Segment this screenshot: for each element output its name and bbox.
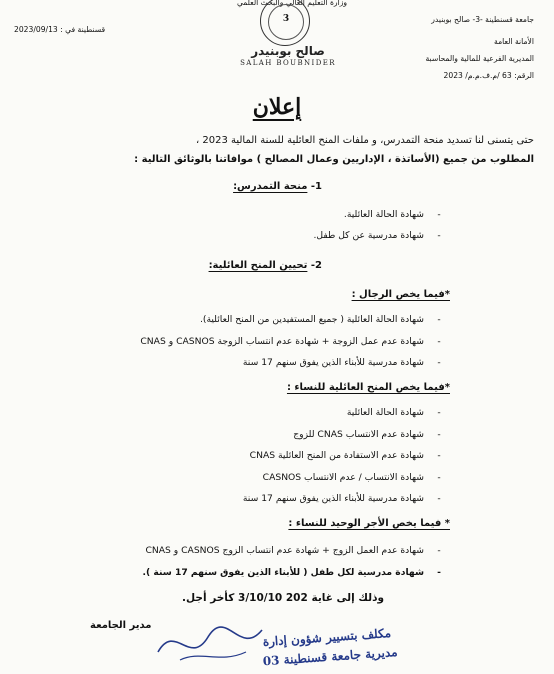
single-wage-heading: * فيما يخص الأجر الوحيد للنساء : bbox=[288, 518, 450, 529]
section1-number: 1- bbox=[310, 181, 322, 192]
bullet-dash: - bbox=[437, 407, 441, 418]
subdirectorate-name: المديرية الفرعية للمالية والمحاسبة bbox=[425, 54, 534, 63]
section2-heading bbox=[209, 260, 322, 271]
intro-line-2: المطلوب من جميع (الأساتذة ، الإداريين وعمال المصالح ) موافاتنا بالوثائق التالية : bbox=[134, 154, 534, 165]
document-date: قسنطينة في : 2023/09/13 bbox=[14, 25, 106, 34]
women-heading: *فيما يخص المنح العائلية للنساء : bbox=[286, 382, 450, 393]
stamp-line-2: مديرية جامعة قسنطينة 03 bbox=[262, 645, 398, 669]
women-item: -شهادة عدم الانتساب CNAS للزوج bbox=[293, 429, 454, 440]
bullet-dash: - bbox=[437, 336, 441, 347]
section1-item: -شهادة مدرسية عن كل طفل. bbox=[313, 230, 454, 241]
men-item: -شهادة الحالة العائلية ( جميع المستفيدين من المنح العائلية). bbox=[200, 314, 454, 325]
bullet-dash: - bbox=[437, 472, 441, 483]
men-item: -شهادة عدم عمل الزوجة + شهادة عدم انتساب الزوجة CASNOS و CNAS bbox=[140, 336, 454, 347]
bullet-dash: - bbox=[437, 429, 441, 440]
bullet-dash: - bbox=[437, 450, 441, 461]
handwritten-signature bbox=[150, 612, 270, 672]
bullet-dash: - bbox=[437, 567, 441, 578]
single-wage-item: -شهادة مدرسية لكل طفل ( للأبناء الذين يفوق سنهم 17 سنة ). bbox=[142, 567, 454, 578]
signature-stroke bbox=[158, 627, 262, 652]
logo-number: 3 bbox=[282, 14, 290, 24]
stamp-line-1: مكلف بتسيير شؤون إدارة bbox=[262, 626, 392, 649]
university-logo bbox=[218, 0, 358, 70]
section1-heading bbox=[233, 181, 322, 192]
logo-latin-text: SALAH BOUBNIDER bbox=[240, 59, 336, 67]
women-item: -شهادة الحالة العائلية bbox=[347, 407, 454, 418]
logo-inner-ring bbox=[268, 4, 304, 40]
single-wage-item: -شهادة عدم العمل الزوج + شهادة عدم انتساب الزوج CASNOS و CNAS bbox=[145, 545, 454, 556]
women-item: -شهادة الانتساب / عدم الانتساب CASNOS bbox=[263, 472, 454, 483]
women-item: -شهادة مدرسية للأبناء الذين يفوق سنهم 17 سنة bbox=[243, 493, 454, 504]
logo-arabic-text: صالح بوبنيدر bbox=[251, 44, 325, 58]
bullet-dash: - bbox=[437, 209, 441, 220]
reference-number: الرقم: 63 /م.ف.م.م/ 2023 bbox=[443, 71, 534, 80]
secretariat-name: الأمانة العامة bbox=[494, 37, 534, 46]
bullet-dash: - bbox=[437, 493, 441, 504]
signature-underline bbox=[180, 652, 246, 660]
bullet-dash: - bbox=[437, 230, 441, 241]
deadline-text: وذلك إلى غاية 202 3/10/10 كأخر أجل. bbox=[182, 592, 384, 604]
bullet-dash: - bbox=[437, 314, 441, 325]
section1-item: -شهادة الحالة العائلية. bbox=[344, 209, 454, 220]
announcement-title bbox=[0, 94, 554, 120]
intro-line-1: حتى يتسنى لنا تسديد منحة التمدرس، و ملفات المنح العائلية للسنة المالية 2023 ، bbox=[195, 135, 534, 146]
section2-number: 2- bbox=[310, 260, 322, 271]
university-name: جامعة قسنطينة -3- صالح بوبنيدر bbox=[431, 15, 534, 24]
section1-title: منحة التمدرس: bbox=[233, 181, 308, 192]
announcement-title-text: إعلان bbox=[252, 94, 302, 120]
bullet-dash: - bbox=[437, 545, 441, 556]
logo-emblem bbox=[260, 0, 310, 46]
section2-title: تحيين المنح العائلية: bbox=[208, 260, 308, 271]
women-item: -شهادة عدم الاستفادة من المنح العائلية CNAS bbox=[250, 450, 454, 461]
bullet-dash: - bbox=[437, 357, 441, 368]
men-heading: *فيما يخص الرجال : bbox=[351, 289, 450, 300]
men-item: -شهادة مدرسية للأبناء الذين يفوق سنهم 17 سنة bbox=[243, 357, 454, 368]
ministry-name: وزارة التعليم العالي والبحث العلمي bbox=[236, 0, 348, 7]
signature-title: مدير الجامعة bbox=[90, 620, 152, 631]
